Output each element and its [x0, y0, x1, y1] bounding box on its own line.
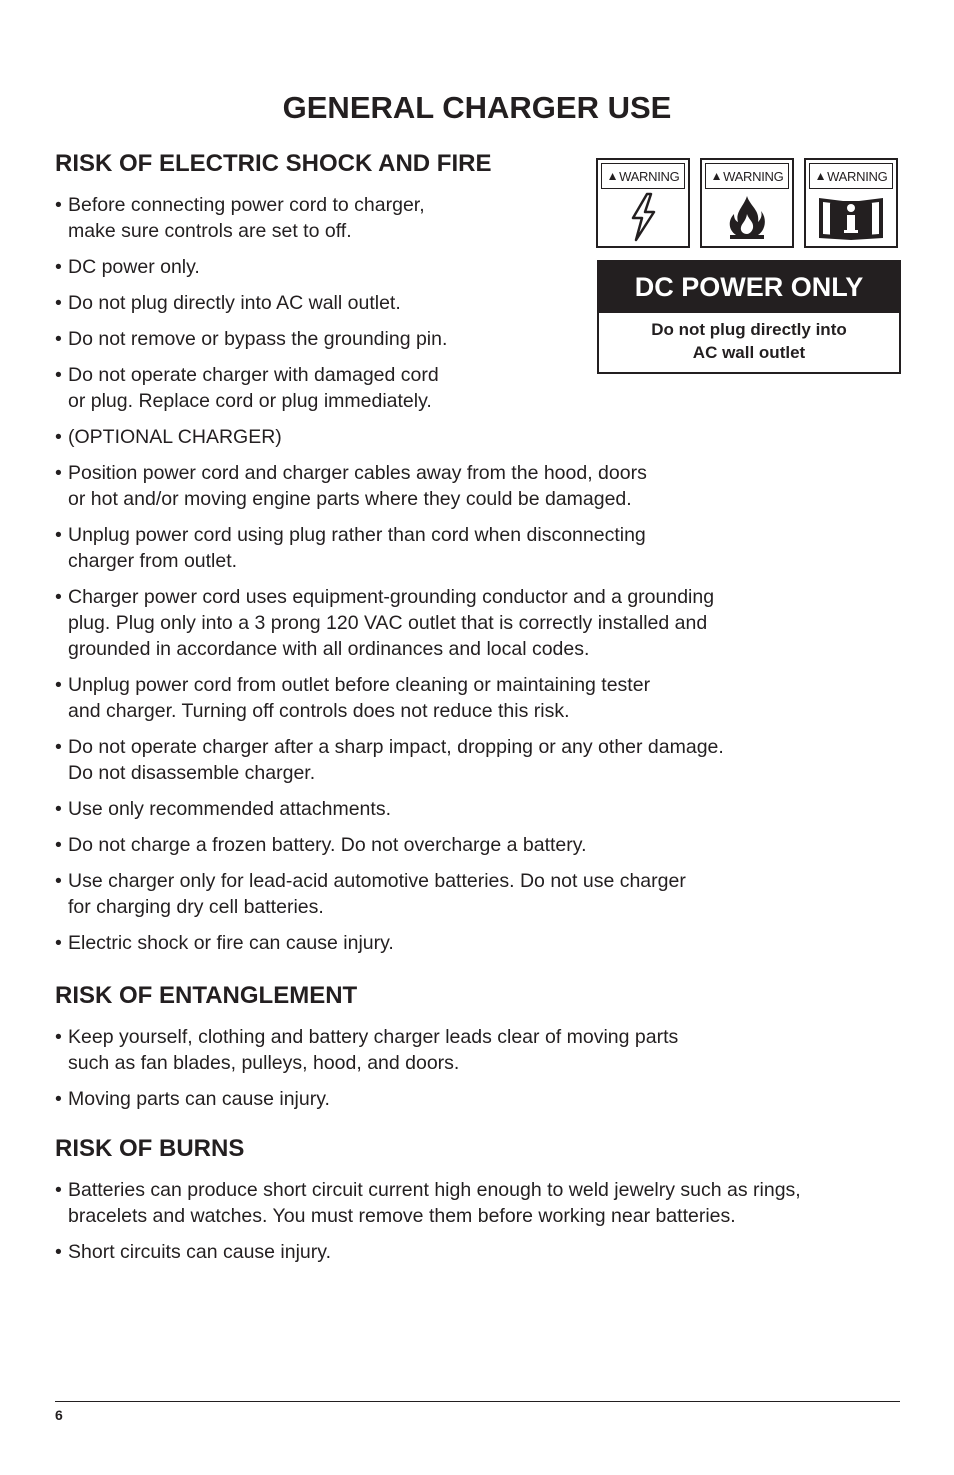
warning-header	[601, 163, 685, 189]
warning-triangle-icon: ▲	[710, 169, 723, 183]
list-item: • Keep yourself, clothing and battery charger leads clear of moving parts such as fan blades, pulleys, hood, and doors.	[55, 1024, 678, 1076]
list-item: • Use charger only for lead-acid automotive batteries. Do not use charger for charging dry cell batteries.	[55, 868, 724, 920]
burns-list	[55, 1177, 801, 1275]
list-item: • Do not remove or bypass the grounding pin.	[55, 326, 724, 352]
fire-icon	[722, 192, 772, 242]
list-item: • Position power cord and charger cables away from the hood, doors or hot and/or moving engine parts where they could be damaged.	[55, 460, 724, 512]
list-item: • Moving parts can cause injury.	[55, 1086, 678, 1112]
list-item: • Electric shock or fire can cause injury.	[55, 930, 724, 956]
warning-triangle-icon: ▲	[606, 169, 619, 183]
page-title: GENERAL CHARGER USE	[282, 90, 672, 125]
list-item: • Use only recommended attachments.	[55, 796, 724, 822]
list-item: • Do not operate charger after a sharp impact, dropping or any other damage. Do not disassemble charger.	[55, 734, 724, 786]
section-heading-electric-shock: RISK OF ELECTRIC SHOCK AND FIRE	[55, 150, 492, 177]
section-heading-entanglement: RISK OF ENTANGLEMENT	[55, 982, 358, 1009]
warning-sign-electric	[596, 158, 690, 248]
list-item: • DC power only.	[55, 254, 724, 280]
dc-power-only-label	[597, 260, 901, 374]
page-number: 6	[55, 1407, 63, 1423]
warning-header	[809, 163, 893, 189]
list-item: • Do not charge a frozen battery. Do not overcharge a battery.	[55, 832, 724, 858]
list-item: • Short circuits can cause injury.	[55, 1239, 801, 1265]
read-manual-icon	[816, 192, 886, 242]
list-item: • Do not plug directly into AC wall outlet.	[55, 290, 724, 316]
dc-power-header: DC POWER ONLY	[599, 262, 899, 313]
list-item: • (OPTIONAL CHARGER)	[55, 424, 724, 450]
footer-divider	[55, 1401, 900, 1402]
warning-label: WARNING	[827, 168, 888, 184]
list-item: • Do not operate charger with damaged cord or plug. Replace cord or plug immediately.	[55, 362, 724, 414]
dc-power-note: Do not plug directly into AC wall outlet	[651, 320, 847, 362]
list-item: • Batteries can produce short circuit current high enough to weld jewelry such as rings, bracelets and watches. You must remove them before working near batteries.	[55, 1177, 801, 1229]
warning-label: WARNING	[723, 168, 784, 184]
warning-signs	[596, 158, 900, 248]
list-item: • Unplug power cord using plug rather than cord when disconnecting charger from outlet.	[55, 522, 724, 574]
list-item: • Charger power cord uses equipment-grounding conductor and a grounding plug. Plug only into a 3 prong 120 VAC outlet that is correctly installed and grounded in accordance with all ordinances and local codes.	[55, 584, 724, 662]
warning-sign-fire	[700, 158, 794, 248]
warning-triangle-icon: ▲	[814, 169, 827, 183]
warning-label: WARNING	[619, 168, 680, 184]
warning-header	[705, 163, 789, 189]
electric-shock-icon	[623, 192, 663, 242]
list-item: • Unplug power cord from outlet before cleaning or maintaining tester and charger. Turning off controls does not reduce this risk.	[55, 672, 724, 724]
warning-sign-read-manual	[804, 158, 898, 248]
section-heading-burns: RISK OF BURNS	[55, 1135, 245, 1162]
list-item: • Before connecting power cord to charger, make sure controls are set to off.	[55, 192, 724, 244]
entanglement-list	[55, 1024, 678, 1122]
